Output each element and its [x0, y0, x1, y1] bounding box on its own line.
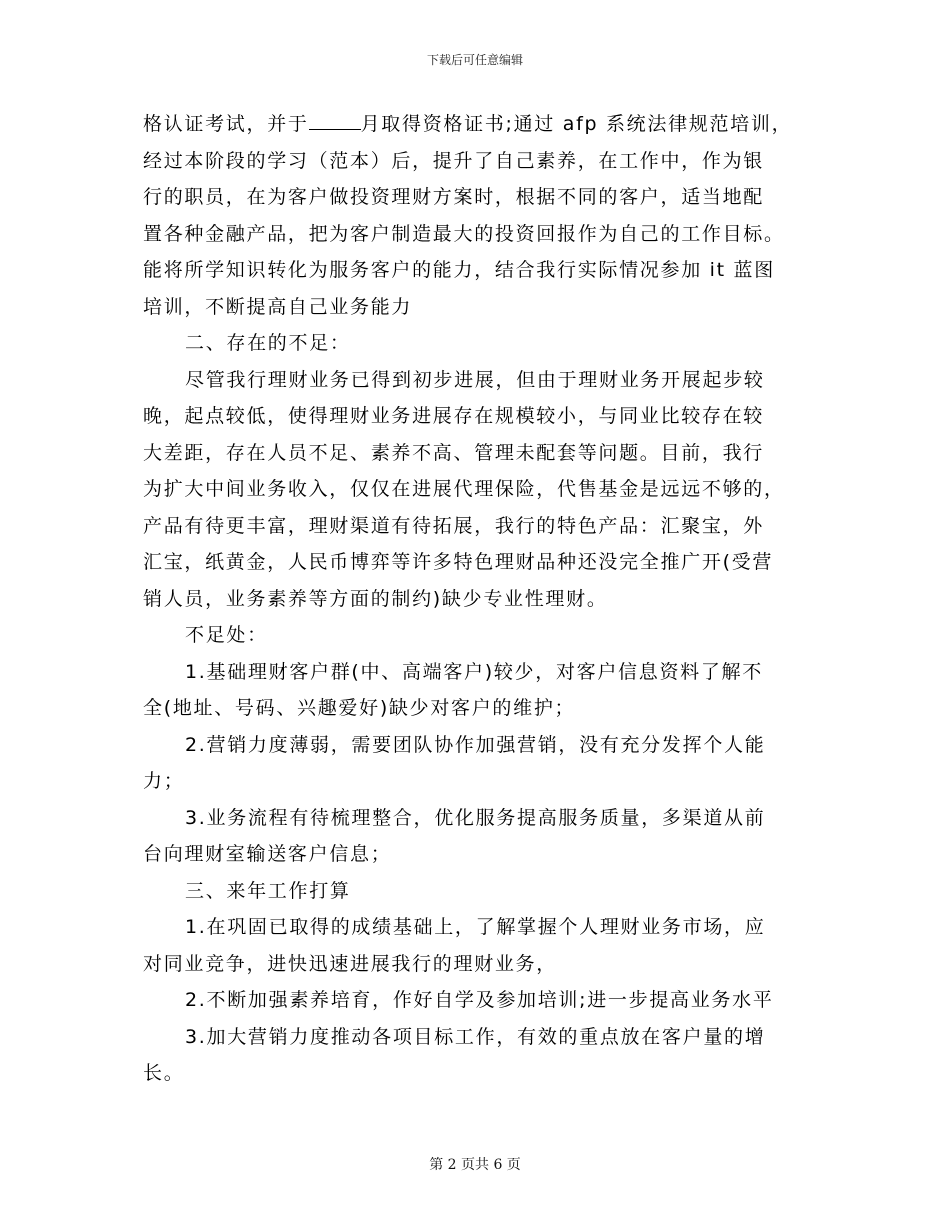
paragraph-line: 产品有待更丰富，理财渠道有待拓展，我行的特色产品：汇聚宝，外: [143, 514, 765, 537]
paragraph-line: 经过本阶段的学习（范本）后，提升了自己素养，在工作中，作为银: [143, 149, 765, 172]
paragraph-line: 为扩大中间业务收入，仅仅在进展代理保险，代售基金是远远不够的，: [143, 478, 785, 500]
text-segment: 格认证考试，并于: [143, 113, 309, 135]
paragraph-line: [143, 106, 808, 143]
list-item: 2.不断加强素养培育，作好自学及参加培训;进一步提高业务水平: [185, 989, 774, 1011]
paragraph-line: 全(地址、号码、兴趣爱好)缺少对客户的维护；: [143, 697, 576, 719]
list-item: 1.基础理财客户群(中、高端客户)较少，对客户信息资料了解不: [185, 660, 763, 683]
paragraph-line: 对同业竞争，进快迅速进展我行的理财业务，: [143, 952, 558, 975]
subheading: 不足处：: [185, 624, 268, 646]
paragraph-line: 汇宝，纸黄金，人民币博弈等许多特色理财品种还没完全推广开(受营: [143, 551, 774, 573]
paragraph-line: 培训，不断提高自己业务能力: [143, 295, 413, 318]
paragraph-line: 晚，起点较低，使得理财业务进展存在规模较小，与同业比较存在较: [143, 405, 765, 427]
text-segment: 月取得资格证书;通过 afp 系统法律规范培训，: [360, 113, 793, 135]
list-item: 3.加大营销力度推动各项目标工作，有效的重点放在客户量的增: [185, 1025, 766, 1048]
paragraph-line: 力；: [143, 770, 185, 792]
paragraph-line: 置各种金融产品，把为客户制造最大的投资回报作为自己的工作目标。: [143, 222, 785, 245]
document-body: [143, 106, 808, 1092]
paragraph-line: 能将所学知识转化为服务客户的能力，结合我行实际情况参加 it 蓝图: [143, 259, 775, 281]
paragraph-line: 台向理财室输送客户信息；: [143, 843, 392, 865]
paragraph-line: 销人员，业务素养等方面的制约)缺少专业性理财。: [143, 587, 608, 610]
fill-in-blank: [309, 109, 361, 130]
paragraph-line: 行的职员，在为客户做投资理财方案时，根据不同的客户，适当地配: [143, 186, 765, 208]
paragraph-line: 长。: [143, 1062, 185, 1084]
list-item: 3.业务流程有待梳理整合，优化服务提高服务质量，多渠道从前: [185, 806, 766, 829]
section-heading: 二、存在的不足：: [185, 332, 351, 354]
page-header: 下载后可任意编辑: [426, 53, 523, 67]
list-item: 2.营销力度薄弱，需要团队协作加强营销，没有充分发挥个人能: [185, 733, 766, 756]
paragraph-line: 尽管我行理财业务已得到初步进展，但由于理财业务开展起步较: [185, 368, 765, 391]
paragraph-line: 大差距，存在人员不足、素养不高、管理未配套等问题。目前，我行: [143, 441, 765, 464]
section-heading: 三、来年工作打算: [185, 879, 351, 902]
list-item: 1.在巩固已取得的成绩基础上，了解掌握个人理财业务市场，应: [185, 916, 766, 938]
page-footer: 第 2 页共 6 页: [429, 1157, 521, 1173]
